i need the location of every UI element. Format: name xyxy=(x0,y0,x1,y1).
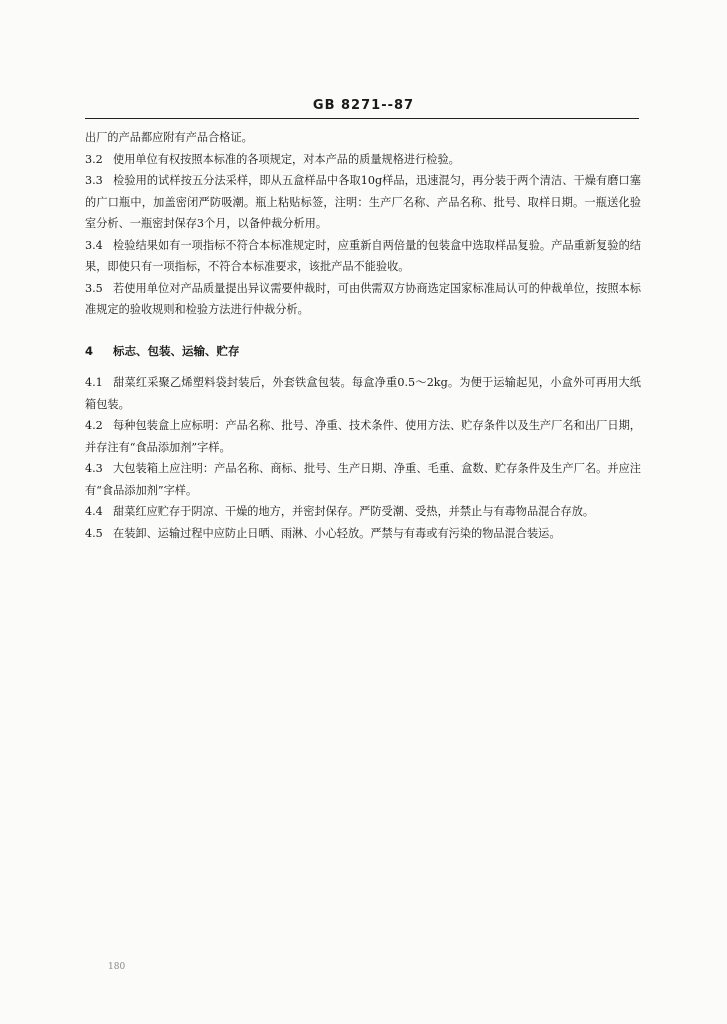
paragraph-text: 甜菜红应贮存于阴凉、干燥的地方，并密封保存。严防受潮、受热，并禁止与有毒物品混合存放。 xyxy=(113,505,595,518)
paragraph-4-5 xyxy=(85,523,641,545)
paragraph-4-1 xyxy=(85,372,641,415)
paragraph-3-5 xyxy=(85,278,641,321)
paragraph-text: 若使用单位对产品质量提出异议需要仲裁时，可由供需双方协商选定国家标准局认可的仲裁单位，按照本标准规定的验收规则和检验方法进行仲裁分析。 xyxy=(85,281,641,316)
clause-number: 4.1 xyxy=(85,376,103,389)
page-number: 180 xyxy=(108,962,126,972)
section-heading xyxy=(85,341,641,363)
paragraph-text: 每种包装盒上应标明：产品名称、批号、净重、技术条件、使用方法、贮存条件以及生产厂名和出厂日期，并存注有“食品添加剂”字样。 xyxy=(85,419,641,454)
clause-number: 4.3 xyxy=(85,462,103,475)
paragraph-3-4 xyxy=(85,235,641,278)
clause-number: 4.2 xyxy=(85,419,103,432)
paragraph-text: 检验结果如有一项指标不符合本标准规定时，应重新自两倍量的包装盒中选取样品复验。产品重新复验的结果，即使只有一项指标，不符合本标准要求，该批产品不能验收。 xyxy=(85,238,641,273)
document-body xyxy=(85,127,641,544)
header-divider xyxy=(85,118,639,119)
clause-number: 3.3 xyxy=(85,174,103,187)
paragraph-4-3 xyxy=(85,458,641,501)
clause-number: 4.4 xyxy=(85,505,103,518)
standard-code-header: GB 8271--87 xyxy=(312,98,415,113)
clause-number: 3.5 xyxy=(85,281,103,295)
paragraph-text: 在装卸、运输过程中应防止日晒、雨淋、小心轻放。严禁与有毒或有污染的物品混合装运。 xyxy=(113,526,561,540)
paragraph-text: 使用单位有权按照本标准的各项规定，对本产品的质量规格进行检验。 xyxy=(113,152,460,166)
clause-number: 3.2 xyxy=(85,152,103,166)
paragraph-text: 检验用的试样按五分法采样，即从五盒样品中各取10g样品，迅速混匀，再分装于两个清洁、干燥有磨口塞的广口瓶中，加盖密闭严防吸潮。瓶上粘贴标签，注明：生产厂名称、产品名称、批号、取样日期。一瓶送化验室分析、一瓶密封保存3个月，以备仲裁分析用。 xyxy=(85,174,641,230)
paragraph-continuation xyxy=(85,127,641,149)
paragraph-text: 甜菜红采聚乙烯塑料袋封装后，外套铁盒包装。每盒净重0.5～2kg。为便于运输起见，小盒外可再用大纸箱包装。 xyxy=(85,376,641,411)
section-number: 4 xyxy=(85,343,94,358)
section-title-text: 标志、包装、运输、贮存 xyxy=(113,343,240,358)
paragraph-3-2 xyxy=(85,149,641,171)
paragraph-text: 大包装箱上应注明：产品名称、商标、批号、生产日期、净重、毛重、盒数、贮存条件及生产厂名。并应注有“食品添加剂”字样。 xyxy=(85,462,641,497)
paragraph-4-4 xyxy=(85,501,641,523)
clause-number: 4.5 xyxy=(85,526,103,540)
paragraph-3-3 xyxy=(85,170,641,235)
clause-number: 3.4 xyxy=(85,238,103,252)
paragraph-4-2 xyxy=(85,415,641,458)
paragraph-text: 出厂的产品都应附有产品合格证。 xyxy=(85,131,253,144)
